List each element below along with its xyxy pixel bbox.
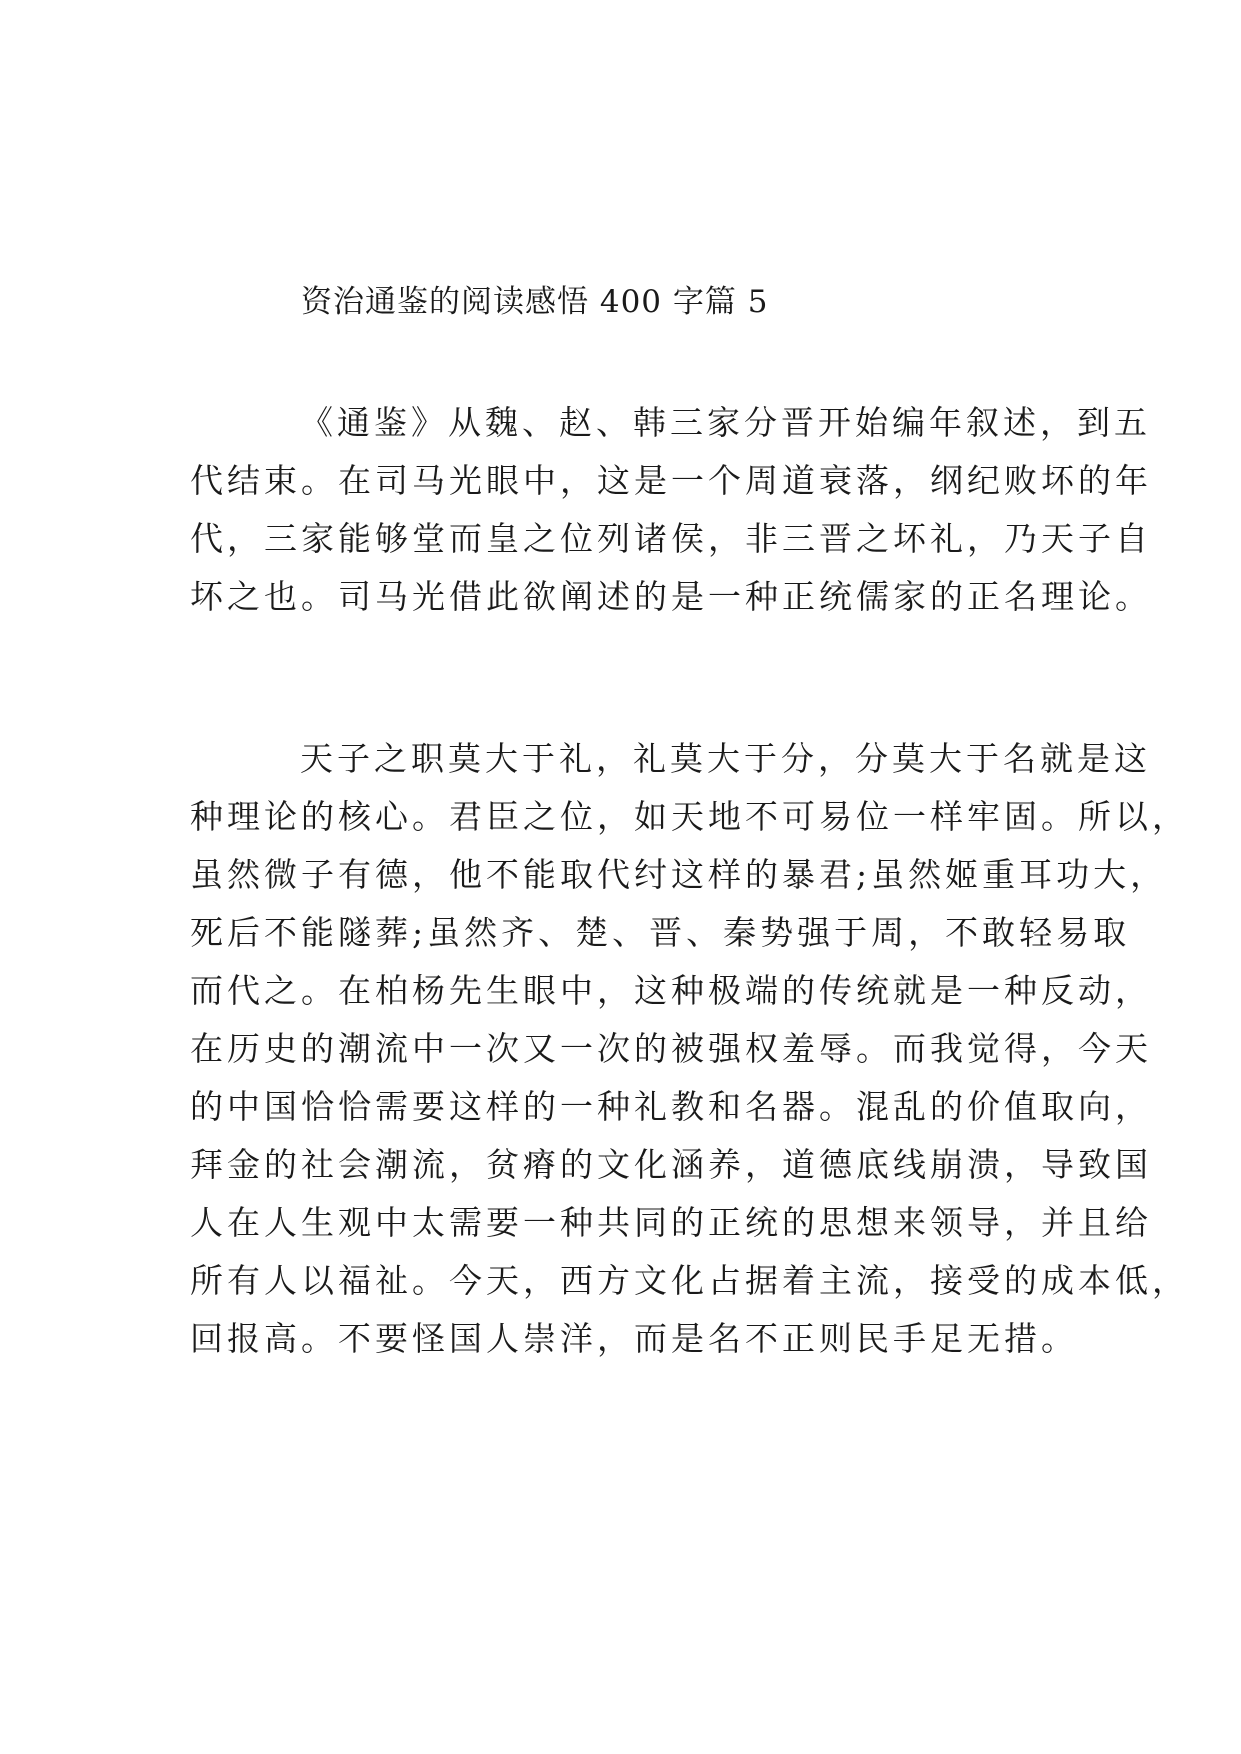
paragraph-line: 而代之。在柏杨先生眼中，这种极端的传统就是一种反动，	[190, 971, 1152, 1010]
paragraph-line: 天子之职莫大于礼，礼莫大于分，分莫大于名就是这	[300, 739, 1151, 778]
paragraph-line: 人在人生观中太需要一种共同的正统的思想来领导，并且给	[190, 1203, 1152, 1242]
paragraph-line: 回报高。不要怪国人崇洋，而是名不正则民手足无措。	[190, 1319, 1078, 1358]
paragraph-line: 代，三家能够堂而皇之位列诸侯，非三晋之坏礼，乃天子自	[190, 519, 1152, 558]
paragraph-line: 的中国恰恰需要这样的一种礼教和名器。混乱的价值取向，	[190, 1087, 1152, 1126]
paragraph-line: 虽然微子有德，他不能取代纣这样的暴君;虽然姬重耳功大，	[190, 855, 1168, 894]
paragraph	[190, 730, 1189, 1368]
paragraph-line: 坏之也。司马光借此欲阐述的是一种正统儒家的正名理论。	[190, 577, 1152, 616]
paragraph-line: 所有人以福祉。今天，西方文化占据着主流，接受的成本低，	[190, 1261, 1189, 1300]
paragraph-line: 死后不能隧葬;虽然齐、楚、晋、秦势强于周，不敢轻易取	[190, 913, 1131, 952]
paragraph	[190, 394, 1152, 626]
paragraph-line: 拜金的社会潮流，贫瘠的文化涵养，道德底线崩溃，导致国	[190, 1145, 1152, 1184]
paragraph-line: 代结束。在司马光眼中，这是一个周道衰落，纲纪败坏的年	[190, 461, 1152, 500]
paragraph-line: 在历史的潮流中一次又一次的被强权羞辱。而我觉得，今天	[190, 1029, 1152, 1068]
paragraph-line: 《通鉴》从魏、赵、韩三家分晋开始编年叙述，到五	[300, 403, 1151, 442]
document-title: 资治通鉴的阅读感悟 400 字篇 5	[301, 284, 769, 320]
paragraph-line: 种理论的核心。君臣之位，如天地不可易位一样牢固。所以，	[190, 797, 1189, 836]
